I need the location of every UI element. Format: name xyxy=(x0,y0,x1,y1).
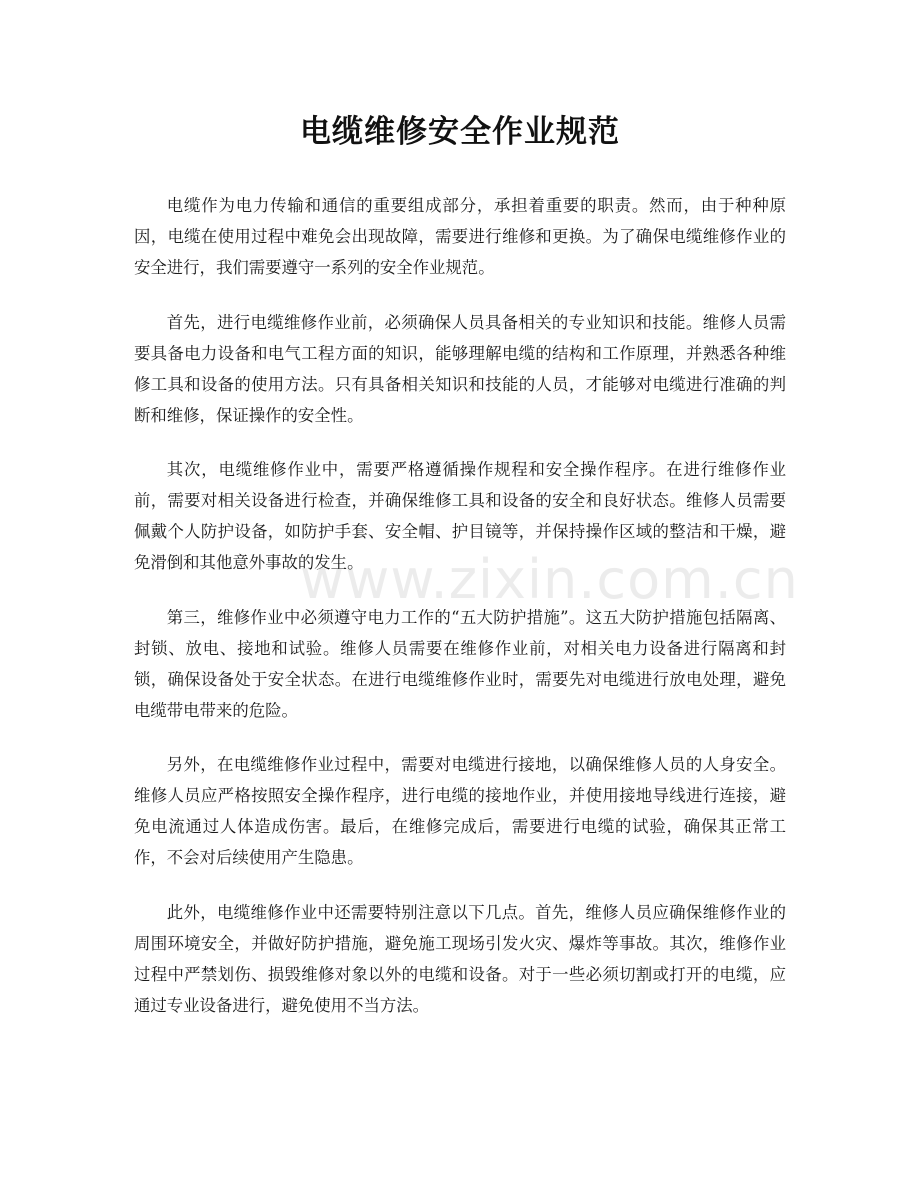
document-title: 电缆维修安全作业规范 xyxy=(300,114,620,150)
paragraph-second: 其次，电缆维修作业中，需要严格遵循操作规程和安全操作程序。在进行维修作业前，需要对相关设备进行检查，并确保维修工具和设备的安全和良好状态。维修人员需要佩戴个人防护设备，如防护手套、安全帽、护目镜等，并保持操作区域的整洁和干燥，避免滑倒和其他意外事故的发生。 xyxy=(134,460,786,572)
paragraph-grounding: 另外，在电缆维修作业过程中，需要对电缆进行接地，以确保维修人员的人身安全。维修人员应严格按照安全操作程序，进行电缆的接地作业，并使用接地导线进行连接，避免电流通过人体造成伤害。最后，在维修完成后，需要进行电缆的试验，确保其正常工作，不会对后续使用产生隐患。 xyxy=(134,755,786,867)
paragraph-third: 第三，维修作业中必须遵守电力工作的“五大防护措施”。这五大防护措施包括隔离、封锁、放电、接地和试验。维修人员需要在维修作业前，对相关电力设备进行隔离和封锁，确保设备处于安全状态。在进行电缆维修作业时，需要先对电缆进行放电处理，避免电缆带电带来的危险。 xyxy=(134,607,786,720)
watermark-text: www.zixin.com.cn xyxy=(300,548,799,611)
paragraph-first: 首先，进行电缆维修作业前，必须确保人员具备相关的专业知识和技能。维修人员需要具备电力设备和电气工程方面的知识，能够理解电缆的结构和工作原理，并熟悉各种维修工具和设备的使用方法。只有具备相关知识和技能的人员，才能够对电缆进行准确的判断和维修，保证操作的安全性。 xyxy=(134,312,786,425)
paragraph-additional: 此外，电缆维修作业中还需要特别注意以下几点。首先，维修人员应确保维修作业的周围环境安全，并做好防护措施，避免施工现场引发火灾、爆炸等事故。其次，维修作业过程中严禁划伤、损毁维修对象以外的电缆和设备。对于一些必须切割或打开的电缆，应通过专业设备进行，避免使用不当方法。 xyxy=(134,902,786,1015)
paragraph-intro: 电缆作为电力传输和通信的重要组成部分，承担着重要的职责。然而，由于种种原因，电缆在使用过程中难免会出现故障，需要进行维修和更换。为了确保电缆维修作业的安全进行，我们需要遵守一系列的安全作业规范。 xyxy=(134,196,786,277)
